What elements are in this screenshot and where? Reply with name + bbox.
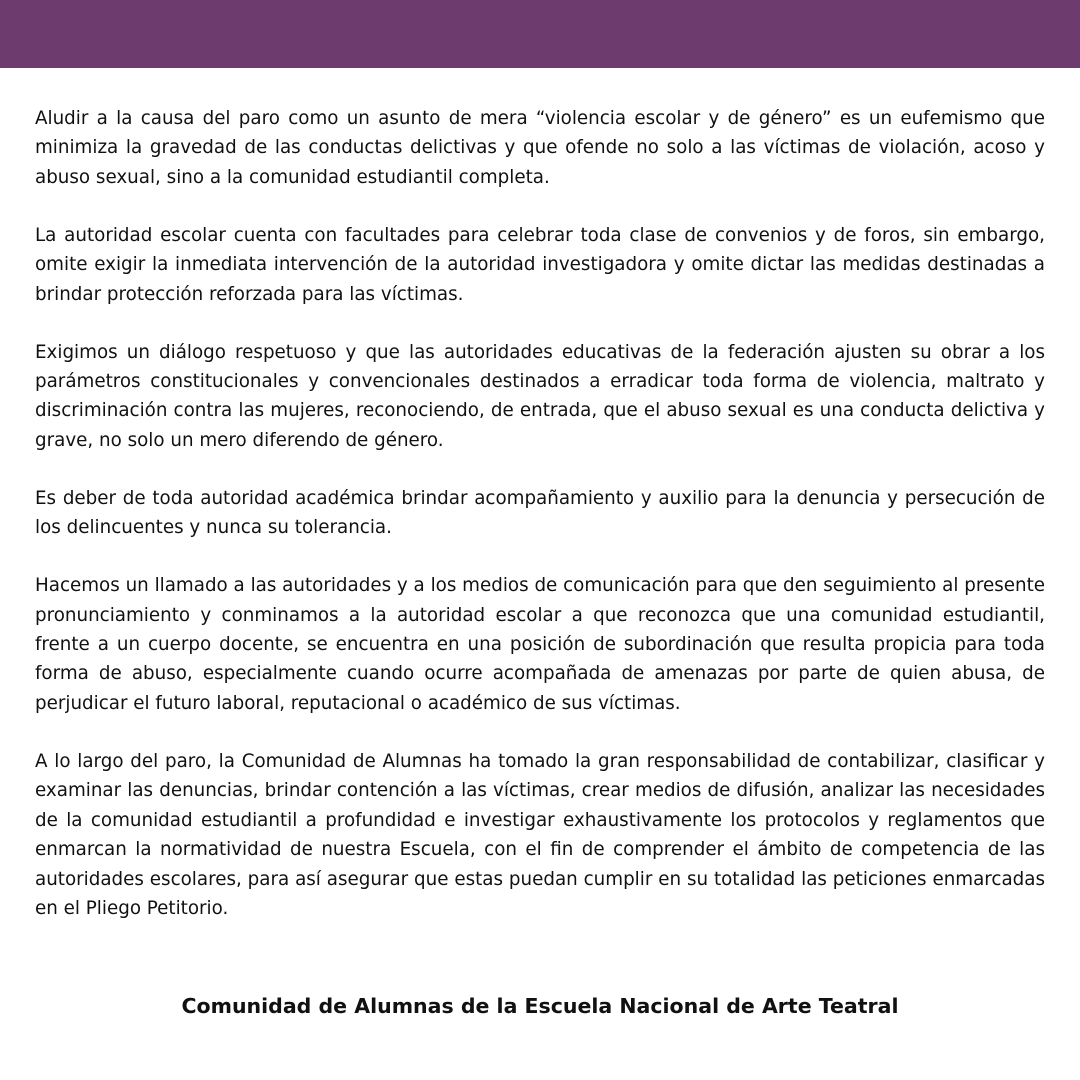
statement-body [35, 104, 1045, 952]
paragraph-5: Hacemos un llamado a las autoridades y a los medios de comunicación para que den seguimiento al presente pronunciamiento y conminamos a la autoridad escolar a que reconozca que una comunidad estudiantil, frente a un cuerpo docente, se encuentra en una posición de subordinación que resulta propicia para toda forma de abuso, especialmente cuando ocurre acompañada de amenazas por parte de quien abusa, de perjudicar el futuro laboral, reputacional o académico de sus víctimas. [35, 575, 1045, 714]
header-band [0, 0, 1080, 68]
paragraph-4: Es deber de toda autoridad académica brindar acompañamiento y auxilio para la denuncia y persecución de los delincuentes y nunca su tolerancia. [35, 487, 1045, 539]
signature: Comunidad de Alumnas de la Escuela Nacional de Arte Teatral [181, 994, 899, 1018]
paragraph-2: La autoridad escolar cuenta con facultades para celebrar toda clase de convenios y de foros, sin embargo, omite exigir la inmediata intervención de la autoridad investigadora y omite dictar las medidas destinadas a brindar protección reforzada para las víctimas. [35, 224, 1045, 305]
paragraph-1: Aludir a la causa del paro como un asunto de mera “violencia escolar y de género” es un eufemismo que minimiza la gravedad de las conductas delictivas y que ofende no solo a las víctimas de violación, acoso y abuso sexual, sino a la comunidad estudiantil completa. [35, 108, 1045, 188]
paragraph-3: Exigimos un diálogo respetuoso y que las autoridades educativas de la federación ajusten su obrar a los parámetros constitucionales y convencionales destinados a erradicar toda forma de violencia, maltrato y discriminación contra las mujeres, reconociendo, de entrada, que el abuso sexual es una conducta delictiva y grave, no solo un mero diferendo de género. [35, 341, 1045, 451]
paragraph-6: A lo largo del paro, la Comunidad de Alumnas ha tomado la gran responsabilidad de contabilizar, clasificar y examinar las denuncias, brindar contención a las víctimas, crear medios de difusión, analizar las necesidades de la comunidad estudiantil a profundidad e investigar exhaustivamente los protocolos y reglamentos que enmarcan la normatividad de nuestra Escuela, con el fin de comprender el ámbito de competencia de las autoridades escolares, para así asegurar que estas puedan cumplir en su totalidad las peticiones enmarcadas en el Pliego Petitorio. [35, 750, 1045, 919]
